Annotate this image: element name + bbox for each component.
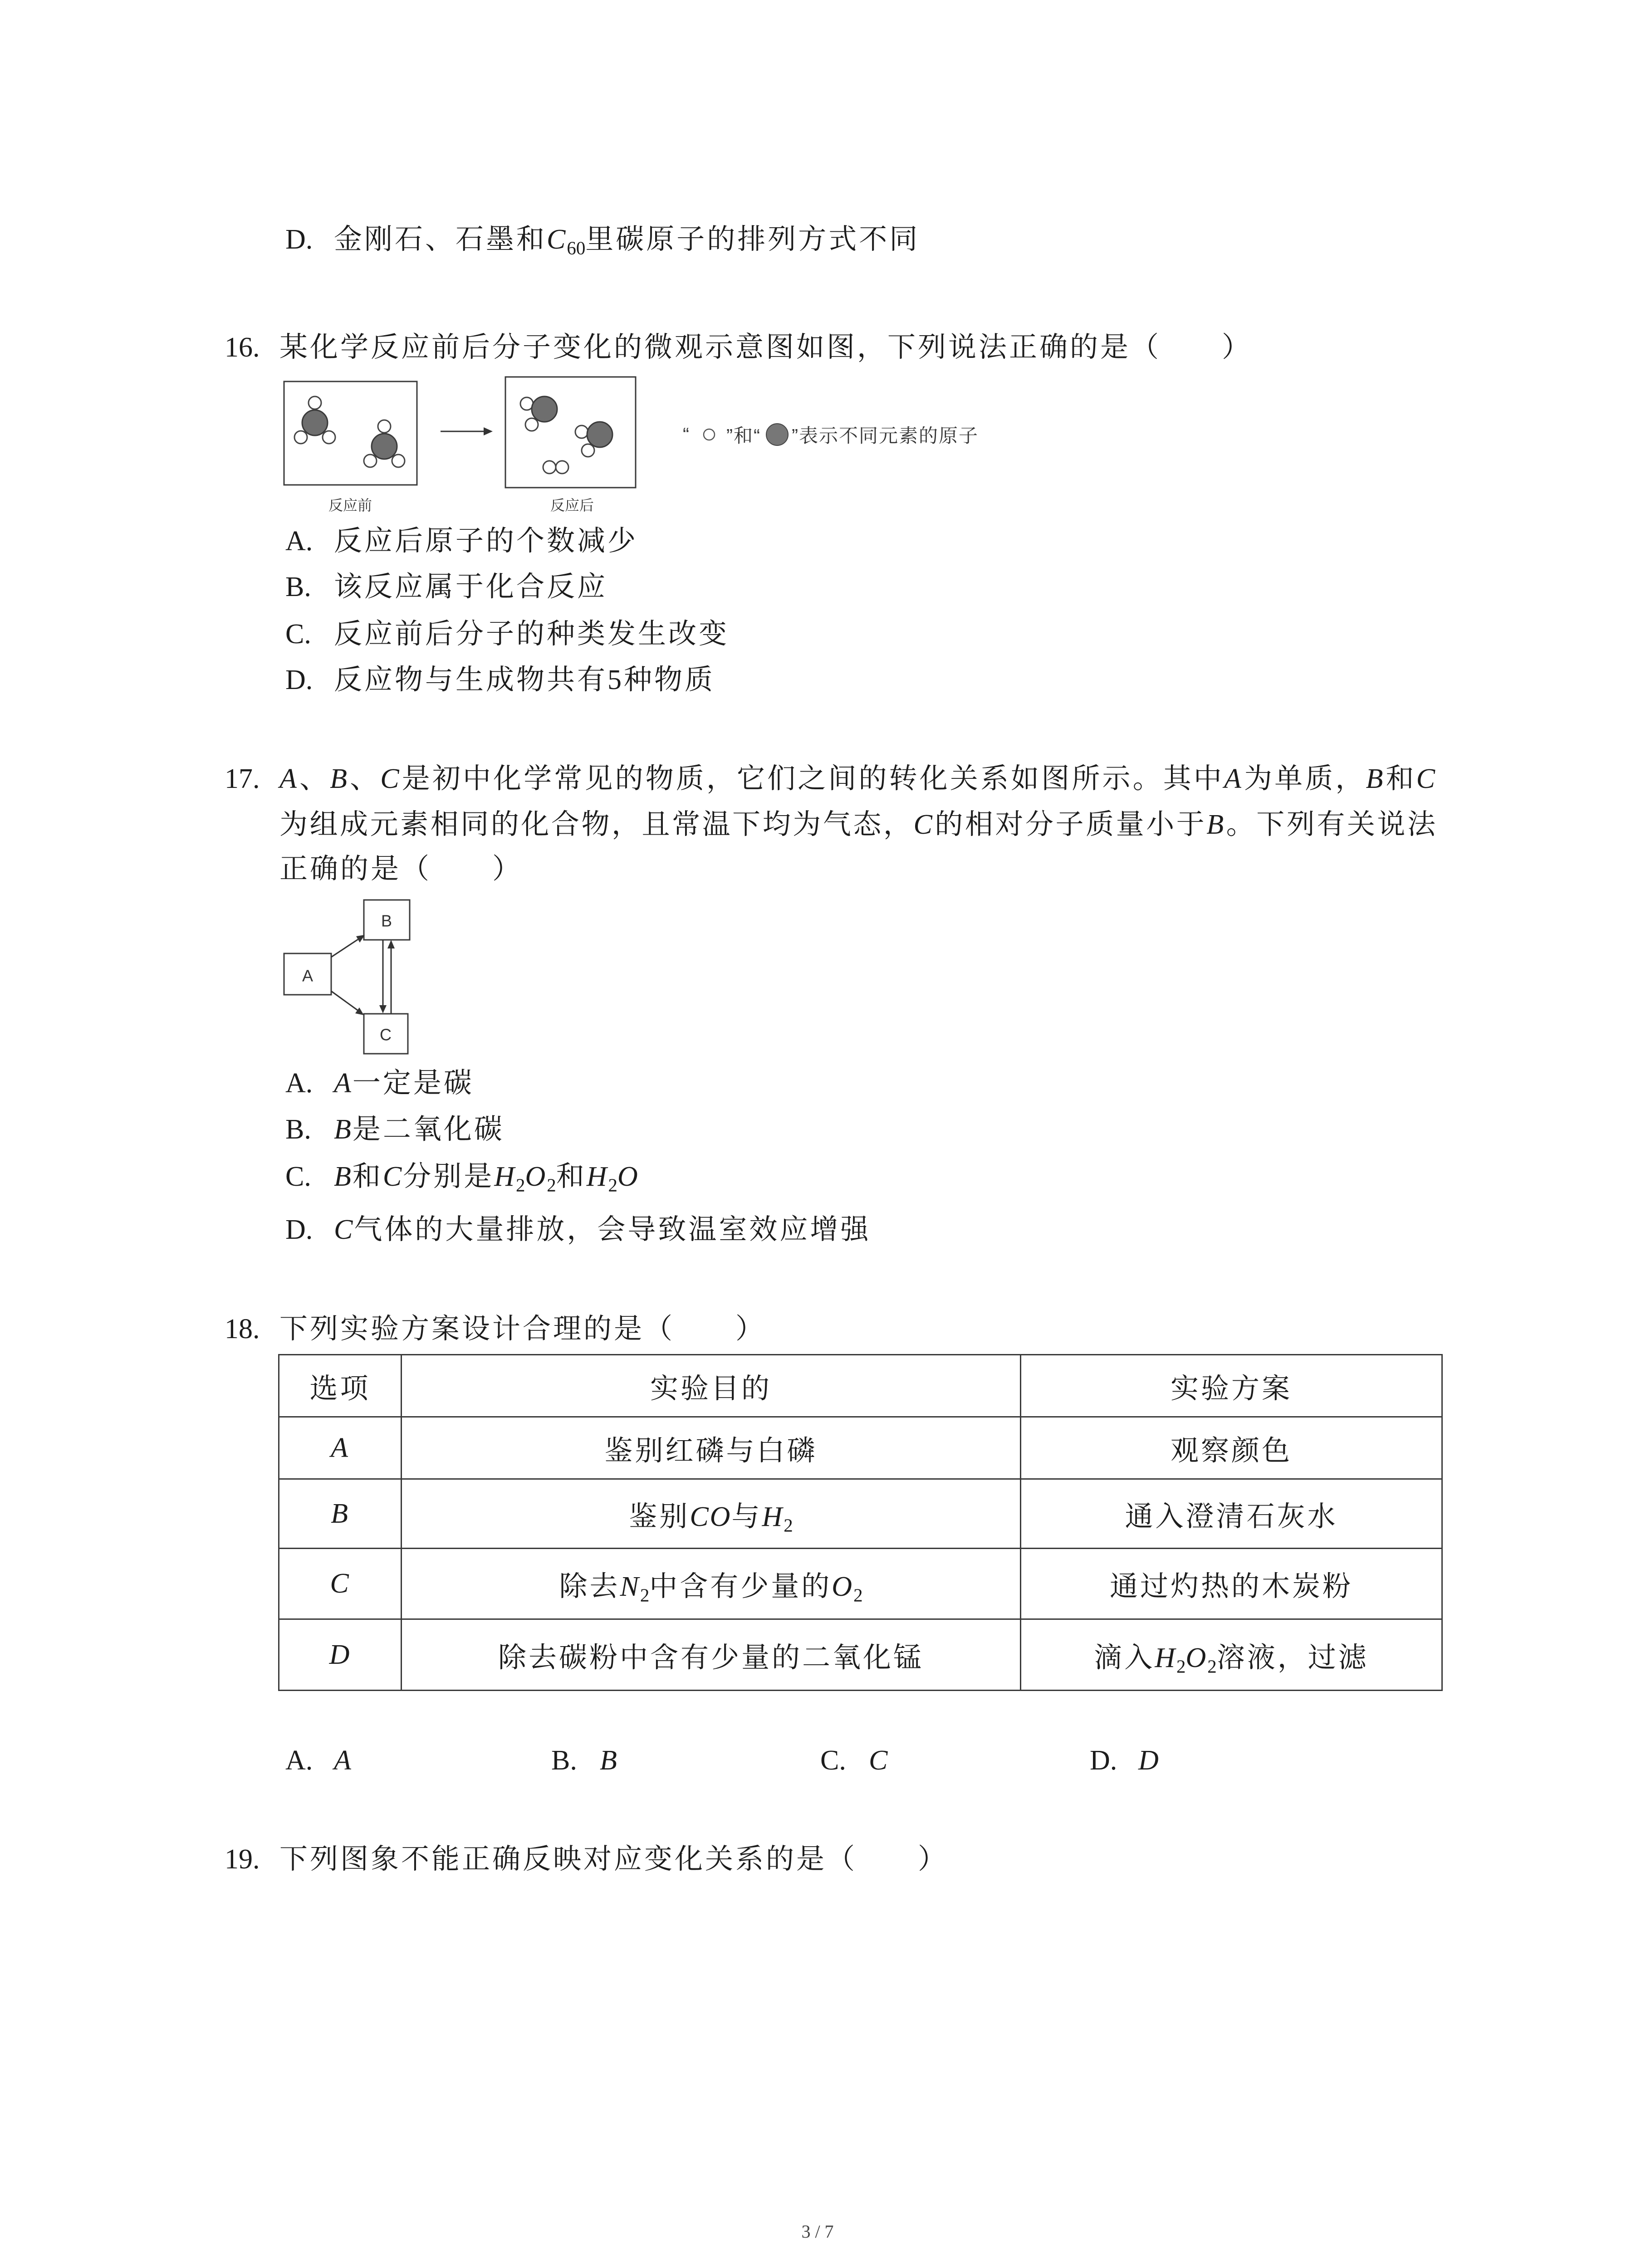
option-cell — [279, 1479, 402, 1549]
question-text: 下列图象不能正确反映对应变化关系的是（ ） — [279, 1844, 949, 1875]
subscript: 60 — [567, 238, 586, 259]
option-label: D. — [285, 665, 313, 695]
node-label-c: C — [380, 1025, 392, 1044]
option-label: D. — [285, 1214, 313, 1245]
question-text: 某化学反应前后分子变化的微观示意图如图，下列说法正确的是（ ） — [279, 332, 1253, 363]
column-header: 选项 — [279, 1355, 402, 1417]
question-number: 19. — [225, 1844, 260, 1875]
subscript: 2 — [640, 1585, 650, 1606]
option-text: 该反应属于化合反应 — [334, 572, 608, 602]
white-atom-icon — [582, 444, 594, 457]
math-symbol: A — [1224, 763, 1243, 794]
option-label: B. — [285, 1114, 311, 1145]
before-molecule — [294, 396, 335, 444]
white-atom-icon — [378, 420, 391, 433]
column-header: 实验目的 — [402, 1355, 1021, 1417]
table-row — [279, 1619, 1442, 1691]
q17-stem-line-1 — [225, 763, 1436, 795]
option-text — [334, 1745, 353, 1776]
after-reaction-label: 反应后 — [550, 497, 594, 513]
white-atom-icon — [556, 461, 568, 474]
q19-stem — [225, 1843, 948, 1875]
option-text: C气体的大量排放，会导致温室效应增强 — [334, 1214, 871, 1245]
question-text: A、B、C是初中化学常见的物质，它们之间的转化关系如图所示。其中A为单质，B和C — [279, 763, 1436, 794]
white-atom-icon — [309, 396, 321, 409]
arrow-b-to-c-icon — [379, 940, 387, 1013]
option-text: 反应前后分子的种类发生改变 — [334, 619, 730, 650]
q18-option-a — [285, 1745, 353, 1776]
math-symbol: C — [380, 763, 401, 794]
q17-stem-line-2 — [279, 809, 1436, 841]
math-symbol: N — [620, 1571, 640, 1602]
math-symbol: O — [617, 1161, 639, 1192]
option-cell — [279, 1549, 402, 1619]
subscript: 2 — [853, 1585, 863, 1606]
table-row — [279, 1417, 1442, 1479]
after-molecule — [575, 422, 612, 457]
table-header-row — [279, 1355, 1442, 1417]
math-symbol: B — [1366, 763, 1385, 794]
question-text: 为组成元素相同的化合物，且常温下均为气态，C的相对分子质量小于B。下列有关说法 — [279, 809, 1436, 840]
option-text: 反应后原子的个数减少 — [334, 526, 638, 557]
page-number: 3 / 7 — [801, 2221, 834, 2242]
q17-stem-line-3 — [279, 853, 523, 885]
q18-option-c — [820, 1745, 889, 1776]
math-symbol: B — [334, 1114, 353, 1145]
option-label: A. — [285, 1068, 313, 1099]
math-symbol: H — [1155, 1642, 1177, 1673]
arrow-a-to-b-icon — [331, 935, 365, 957]
q17-option-d — [285, 1214, 871, 1246]
subscript: 2 — [784, 1515, 793, 1535]
node-label-b: B — [381, 911, 392, 930]
gray-atom-icon — [764, 422, 790, 447]
arrow-c-to-b-icon — [387, 940, 395, 1014]
math-symbol: C — [547, 224, 567, 255]
q16-option-d — [285, 664, 715, 696]
option-label: D. — [285, 224, 313, 255]
experiment-table — [278, 1354, 1443, 1691]
math-symbol: B — [330, 763, 348, 794]
option-text: A一定是碳 — [334, 1068, 474, 1099]
subscript: 2 — [1207, 1656, 1217, 1677]
q16-molecule-diagram — [272, 367, 649, 503]
white-atom-icon — [364, 455, 377, 467]
math-symbol: C — [330, 1568, 350, 1599]
option-label: C. — [285, 619, 311, 650]
legend-open-quote: “ — [683, 424, 690, 445]
q16-option-b — [285, 571, 607, 603]
gray-atom-icon — [532, 396, 557, 422]
math-symbol: D — [329, 1639, 351, 1670]
math-symbol: B — [334, 1161, 353, 1192]
arrow-a-to-c-icon — [331, 991, 364, 1015]
q15-option-d — [285, 224, 920, 259]
table-row — [279, 1479, 1442, 1549]
q17-option-c — [285, 1161, 639, 1196]
question-number: 16. — [225, 332, 260, 363]
scheme-cell: 通入澄清石灰水 — [1021, 1479, 1442, 1549]
math-symbol: B — [331, 1498, 349, 1529]
option-cell — [279, 1619, 402, 1691]
math-symbol: A — [331, 1432, 349, 1463]
q17-transformation-diagram — [272, 889, 426, 1070]
after-diatomic-molecule — [543, 461, 568, 474]
subscript: 2 — [516, 1175, 525, 1196]
reaction-arrow-icon — [441, 427, 493, 435]
scheme-cell: 滴入$H_2O_2$溶液，过滤 — [1021, 1619, 1442, 1691]
option-label: A. — [285, 526, 313, 557]
math-symbol: CO — [690, 1501, 732, 1532]
question-text: 下列实验方案设计合理的是（ ） — [279, 1314, 766, 1344]
q18-option-d — [1090, 1745, 1160, 1776]
option-label: B. — [285, 572, 311, 602]
gray-atom-icon — [302, 410, 328, 435]
table-row — [279, 1549, 1442, 1619]
purpose-cell: 鉴别红磷与白磷 — [402, 1417, 1021, 1479]
math-symbol: B — [600, 1745, 618, 1776]
atom-legend — [683, 421, 979, 448]
subscript: 2 — [547, 1175, 556, 1196]
math-symbol: A — [279, 763, 298, 794]
math-symbol: O — [525, 1161, 547, 1192]
math-symbol: C — [382, 1161, 403, 1192]
before-molecule — [364, 420, 405, 467]
white-atom-icon — [525, 418, 538, 431]
math-symbol: D — [1138, 1745, 1160, 1776]
option-text: 金刚石、石墨和$C_{60}$里碳原子的排列方式不同 — [334, 224, 920, 259]
option-label: C. — [820, 1745, 846, 1776]
option-text — [600, 1745, 618, 1776]
math-symbol: B — [1206, 809, 1225, 840]
math-symbol: O — [832, 1571, 854, 1602]
math-symbol: A — [334, 1068, 353, 1099]
math-symbol: C — [1416, 763, 1436, 794]
option-label: C. — [285, 1161, 311, 1192]
q16-option-c — [285, 618, 729, 650]
after-reaction-box — [505, 377, 636, 488]
gray-atom-icon — [587, 422, 612, 447]
scheme-cell: 观察颜色 — [1021, 1417, 1442, 1479]
option-text — [869, 1745, 889, 1776]
column-header: 实验方案 — [1021, 1355, 1442, 1417]
option-label: D. — [1090, 1745, 1117, 1776]
question-text: 正确的是（ ） — [279, 854, 523, 885]
option-text: B和C分别是$H_2O_2$和$H_2O$ — [334, 1161, 639, 1196]
option-label: B. — [551, 1745, 577, 1776]
purpose-cell: 鉴别CO与$H_2$ — [402, 1479, 1021, 1549]
math-symbol: H — [762, 1501, 784, 1532]
white-atom-icon — [323, 431, 335, 444]
math-symbol: A — [334, 1745, 353, 1776]
node-label-a: A — [302, 966, 314, 985]
legend-description: ”表示不同元素的原子 — [791, 425, 979, 446]
math-symbol: H — [494, 1161, 516, 1192]
white-atom-icon — [543, 461, 556, 474]
white-atom-icon — [392, 455, 405, 467]
question-number: 18. — [225, 1314, 260, 1344]
math-symbol: O — [1185, 1642, 1208, 1673]
q16-option-a — [285, 525, 638, 557]
subscript: 2 — [1176, 1656, 1186, 1677]
option-text: B是二氧化碳 — [334, 1114, 505, 1145]
option-text: 反应物与生成物共有5种物质 — [334, 665, 715, 695]
math-symbol: C — [869, 1745, 889, 1776]
white-atom-icon — [575, 425, 588, 438]
q17-option-b — [285, 1114, 505, 1145]
purpose-cell: 除去$N_2$中含有少量的$O_2$ — [402, 1549, 1021, 1619]
option-cell — [279, 1417, 402, 1479]
math-symbol: H — [586, 1161, 608, 1192]
scheme-cell: 通过灼热的木炭粉 — [1021, 1549, 1442, 1619]
math-symbol: C — [913, 809, 934, 840]
after-molecule — [520, 396, 557, 431]
before-reaction-label: 反应前 — [328, 497, 372, 513]
gray-atom-icon — [372, 434, 397, 459]
white-atom-icon — [294, 431, 307, 444]
math-symbol: C — [334, 1214, 354, 1245]
subscript: 2 — [608, 1175, 617, 1196]
legend-middle-text: ”和“ — [726, 425, 761, 446]
white-atom-icon — [702, 427, 716, 442]
option-text — [1138, 1745, 1160, 1776]
question-number: 17. — [225, 763, 260, 794]
q18-stem — [225, 1313, 766, 1345]
q16-stem — [225, 332, 1252, 363]
q17-option-a — [285, 1067, 474, 1099]
purpose-cell: 除去碳粉中含有少量的二氧化锰 — [402, 1619, 1021, 1691]
q18-option-b — [551, 1745, 618, 1776]
option-label: A. — [285, 1745, 313, 1776]
